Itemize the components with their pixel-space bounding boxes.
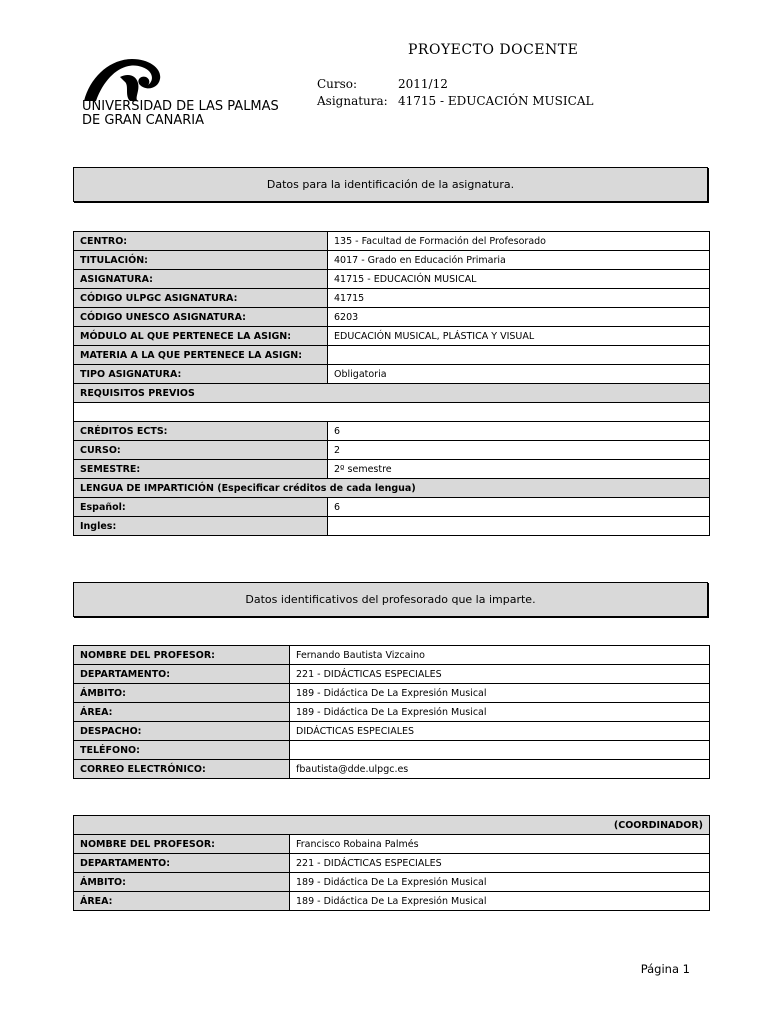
row-label: ASIGNATURA: xyxy=(74,270,328,289)
row-label: DEPARTAMENTO: xyxy=(74,665,290,684)
email-link[interactable]: fbautista@dde.ulpgc.es xyxy=(290,760,710,779)
row-value: Obligatoria xyxy=(328,365,710,384)
row-value: 41715 - EDUCACIÓN MUSICAL xyxy=(328,270,710,289)
row-label: NOMBRE DEL PROFESOR: xyxy=(74,646,290,665)
row-value: 6 xyxy=(328,498,710,517)
row-label: DEPARTAMENTO: xyxy=(74,854,290,873)
university-emblem-icon xyxy=(80,55,170,103)
row-value: Francisco Robaina Palmés xyxy=(290,835,710,854)
row-label: Español: xyxy=(74,498,328,517)
row-value: Fernando Bautista Vizcaino xyxy=(290,646,710,665)
row-label: ÁMBITO: xyxy=(74,873,290,892)
row-value: DIDÁCTICAS ESPECIALES xyxy=(290,722,710,741)
row-label: TIPO ASIGNATURA: xyxy=(74,365,328,384)
table-row xyxy=(74,384,710,403)
table-row xyxy=(74,816,710,835)
table-row xyxy=(74,403,710,422)
section-title: Datos para la identificación de la asignatura. xyxy=(266,178,515,191)
row-value: 2º semestre xyxy=(328,460,710,479)
table-row xyxy=(74,703,710,722)
table-row xyxy=(74,854,710,873)
row-label: CÓDIGO ULPGC ASIGNATURA: xyxy=(74,289,328,308)
lengua-label: LENGUA DE IMPARTICIÓN (Especificar créditos de cada lengua) xyxy=(74,479,710,498)
row-label: CORREO ELECTRÓNICO: xyxy=(74,760,290,779)
table-row xyxy=(74,722,710,741)
asignatura-table xyxy=(73,231,710,536)
row-label: ÁMBITO: xyxy=(74,684,290,703)
table-row xyxy=(74,479,710,498)
row-label: Ingles: xyxy=(74,517,328,536)
table-row xyxy=(74,873,710,892)
table-row xyxy=(74,289,710,308)
table-row xyxy=(74,892,710,911)
row-value: 135 - Facultad de Formación del Profesorado xyxy=(328,232,710,251)
row-label: CÓDIGO UNESCO ASIGNATURA: xyxy=(74,308,328,327)
row-value xyxy=(328,346,710,365)
row-label: MATERIA A LA QUE PERTENECE LA ASIGN: xyxy=(74,346,328,365)
table-row xyxy=(74,346,710,365)
section-identificacion-banner xyxy=(73,167,708,202)
table-row xyxy=(74,760,710,779)
table-row xyxy=(74,646,710,665)
profesor-2-table xyxy=(73,815,710,911)
requisitos-label: REQUISITOS PREVIOS xyxy=(74,384,710,403)
table-row xyxy=(74,460,710,479)
coordinador-label: (COORDINADOR) xyxy=(74,816,710,835)
row-value xyxy=(328,517,710,536)
row-value: 41715 xyxy=(328,289,710,308)
row-value: 189 - Didáctica De La Expresión Musical xyxy=(290,684,710,703)
table-row xyxy=(74,251,710,270)
row-value: 2 xyxy=(328,441,710,460)
profesor-1-table xyxy=(73,645,710,779)
row-label: DESPACHO: xyxy=(74,722,290,741)
table-row xyxy=(74,327,710,346)
row-label: CRÉDITOS ECTS: xyxy=(74,422,328,441)
row-value: 189 - Didáctica De La Expresión Musical xyxy=(290,873,710,892)
table-row xyxy=(74,835,710,854)
row-label: MÓDULO AL QUE PERTENECE LA ASIGN: xyxy=(74,327,328,346)
university-logo xyxy=(80,55,279,135)
row-label: CURSO: xyxy=(74,441,328,460)
row-value: EDUCACIÓN MUSICAL, PLÁSTICA Y VISUAL xyxy=(328,327,710,346)
row-label: NOMBRE DEL PROFESOR: xyxy=(74,835,290,854)
row-value: 189 - Didáctica De La Expresión Musical xyxy=(290,892,710,911)
row-label: SEMESTRE: xyxy=(74,460,328,479)
table-row xyxy=(74,741,710,760)
table-row xyxy=(74,665,710,684)
row-value: 189 - Didáctica De La Expresión Musical xyxy=(290,703,710,722)
row-value xyxy=(290,741,710,760)
table-row xyxy=(74,232,710,251)
section-title: Datos identificativos del profesorado que la imparte. xyxy=(245,593,536,606)
table-row xyxy=(74,498,710,517)
curso-label: Curso: xyxy=(317,77,358,91)
table-row xyxy=(74,517,710,536)
table-row xyxy=(74,308,710,327)
row-label: ÁREA: xyxy=(74,892,290,911)
university-name-line2: DE GRAN CANARIA xyxy=(82,113,205,128)
asignatura-label: Asignatura: xyxy=(317,94,388,108)
table-row xyxy=(74,441,710,460)
document-title: PROYECTO DOCENTE xyxy=(408,42,579,58)
section-profesorado-banner xyxy=(73,582,708,617)
row-value: 221 - DIDÁCTICAS ESPECIALES xyxy=(290,854,710,873)
row-value: 4017 - Grado en Educación Primaria xyxy=(328,251,710,270)
table-row xyxy=(74,422,710,441)
row-label: TITULACIÓN: xyxy=(74,251,328,270)
row-value: 6 xyxy=(328,422,710,441)
requisitos-value xyxy=(74,403,710,422)
asignatura-value: 41715 - EDUCACIÓN MUSICAL xyxy=(398,94,594,108)
table-row xyxy=(74,270,710,289)
row-label: CENTRO: xyxy=(74,232,328,251)
table-row xyxy=(74,684,710,703)
university-name-line1: UNIVERSIDAD DE LAS PALMAS xyxy=(82,99,279,114)
row-value: 6203 xyxy=(328,308,710,327)
page-number: Página 1 xyxy=(640,962,690,976)
curso-value: 2011/12 xyxy=(398,77,448,91)
row-value: 221 - DIDÁCTICAS ESPECIALES xyxy=(290,665,710,684)
row-label: ÁREA: xyxy=(74,703,290,722)
row-label: TELÉFONO: xyxy=(74,741,290,760)
table-row xyxy=(74,365,710,384)
